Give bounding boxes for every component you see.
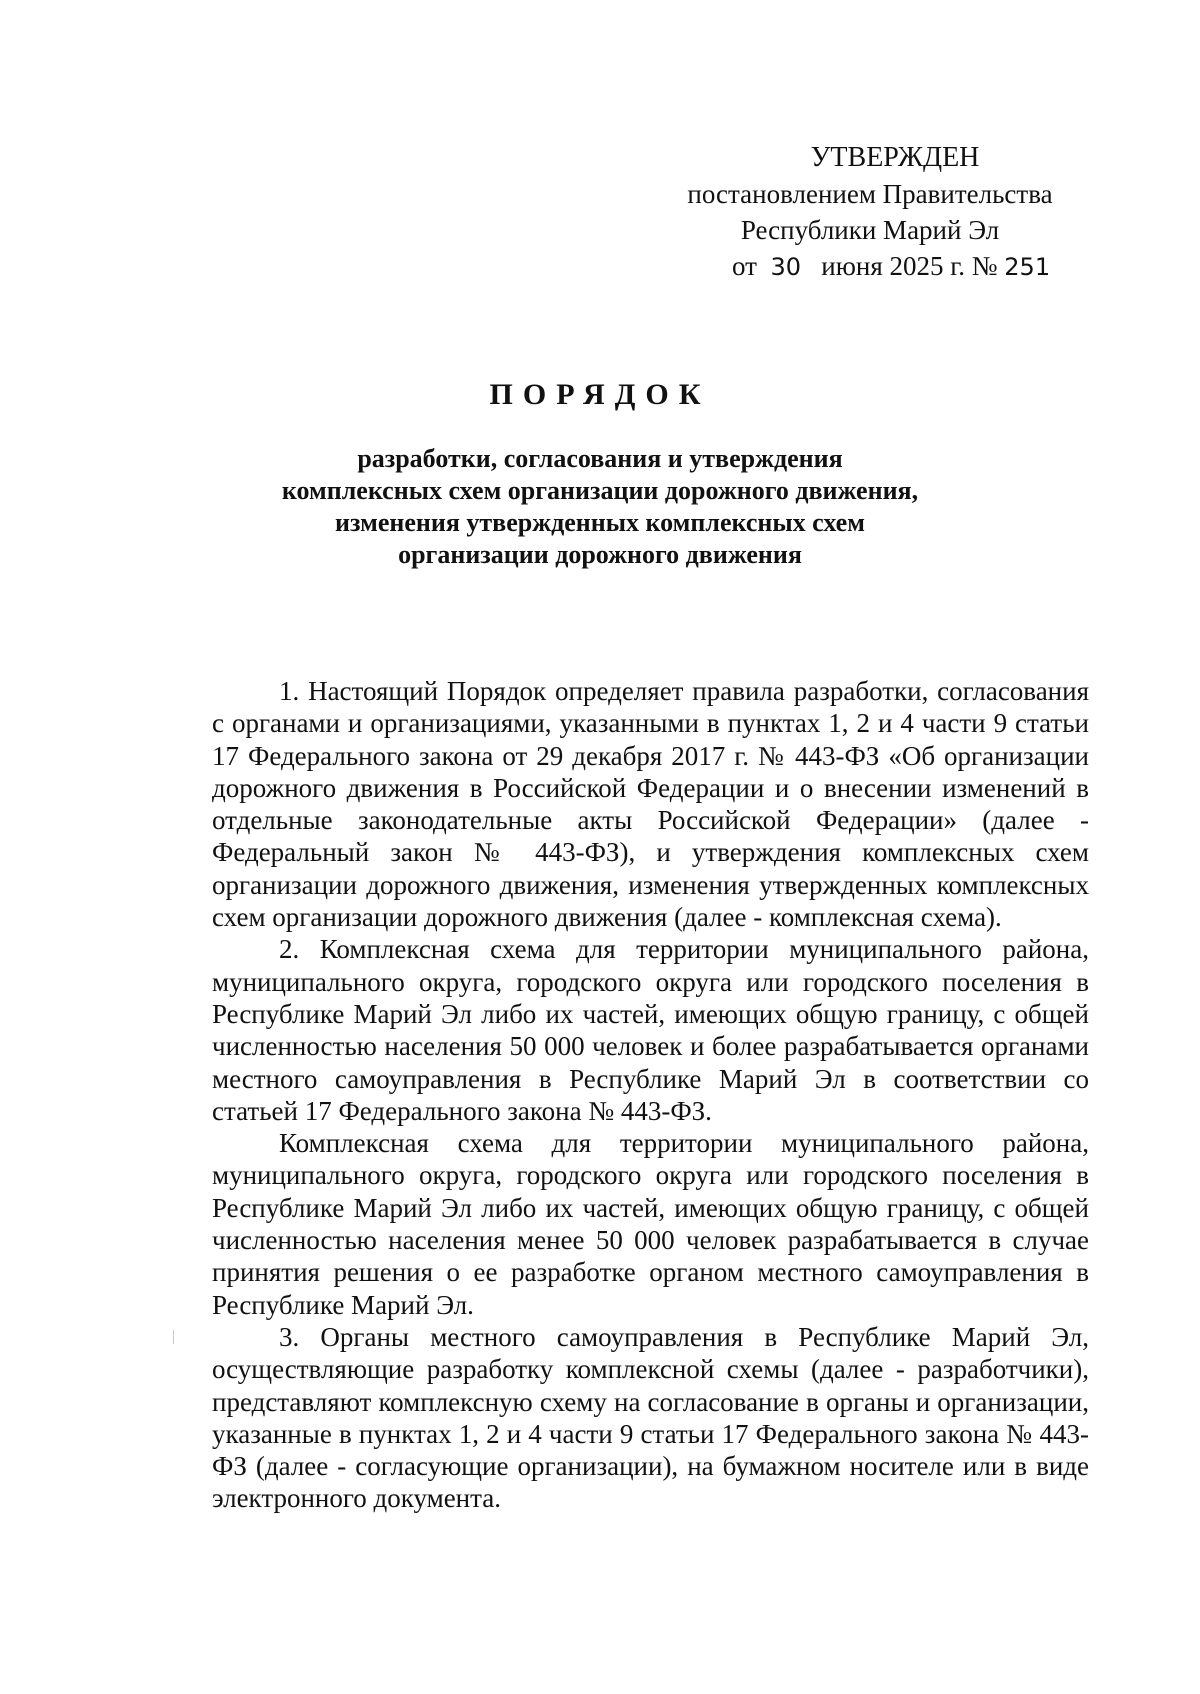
approval-month-year: июня 2025 г. № xyxy=(821,251,998,281)
paragraph-1: 1. Настоящий Порядок определяет правила разработки, согласования с органами и организациями, указанными в пунктах 1, 2 и 4 части 9 статьи 17 Федерального закона от 29 декабря 2017 г. № 443-ФЗ «Об организации дорожного движения в Российской Федерации и о внесении изменений в отдельные законодательные акты Российской Федерации» (далее - Федеральный закон № 443-ФЗ), и утверждения комплексных схем организации дорожного движения, изменения утвержденных комплексных схем организации дорожного движения (далее - комплексная схема). xyxy=(212,676,1089,933)
approval-title: УТВЕРЖДЕН xyxy=(810,142,980,173)
subtitle-line: комплексных схем организации дорожного движения, xyxy=(281,476,919,505)
scan-margin-mark xyxy=(173,1330,174,1344)
approval-day: 30 xyxy=(770,253,801,281)
approval-line-1: постановлением Правительства xyxy=(687,179,1053,209)
approval-line-2: Республики Марий Эл xyxy=(740,215,1000,245)
document-title: ПОРЯДОК xyxy=(489,378,711,411)
paragraph-3: 3. Органы местного самоуправления в Республике Марий Эл, осуществляющие разработку комплексной схемы (далее - разработчики), представляют комплексную схему на согласование в органы и организации, указанные в пунктах 1, 2 и 4 части 9 статьи 17 Федерального закона № 443-ФЗ (далее - согласующие организации), на бумажном носителе или в виде электронного документа. xyxy=(212,1321,1089,1514)
subtitle-line: изменения утвержденных комплексных схем xyxy=(335,508,865,537)
approval-date-prefix: от xyxy=(732,251,757,281)
document-body xyxy=(212,675,1089,1515)
subtitle-line: организации дорожного движения xyxy=(398,540,802,569)
paragraph-2: 2. Комплексная схема для территории муниципального района, муниципального округа, городского округа или городского поселения в Республике Марий Эл либо их частей, имеющих общую границу, с общей численностью населения 50 000 человек и более разрабатывается органами местного самоуправления в Республике Марий Эл в соответствии со статьей 17 Федерального закона № 443-ФЗ. xyxy=(212,934,1089,1126)
approval-stamp xyxy=(650,140,1090,285)
approval-number: 251 xyxy=(1004,253,1051,281)
document-subtitle xyxy=(0,443,1200,571)
paragraph-2-continued: Комплексная схема для территории муниципального района, муниципального округа, городского округа или городского поселения в Республике Марий Эл либо их частей, имеющих общую границу, с общей численностью населения менее 50 000 человек разрабатывается в случае принятия решения о ее разработке органом местного самоуправления в Республике Марий Эл. xyxy=(212,1128,1089,1320)
subtitle-line: разработки, согласования и утверждения xyxy=(357,444,843,473)
approval-date-line xyxy=(650,248,1090,285)
